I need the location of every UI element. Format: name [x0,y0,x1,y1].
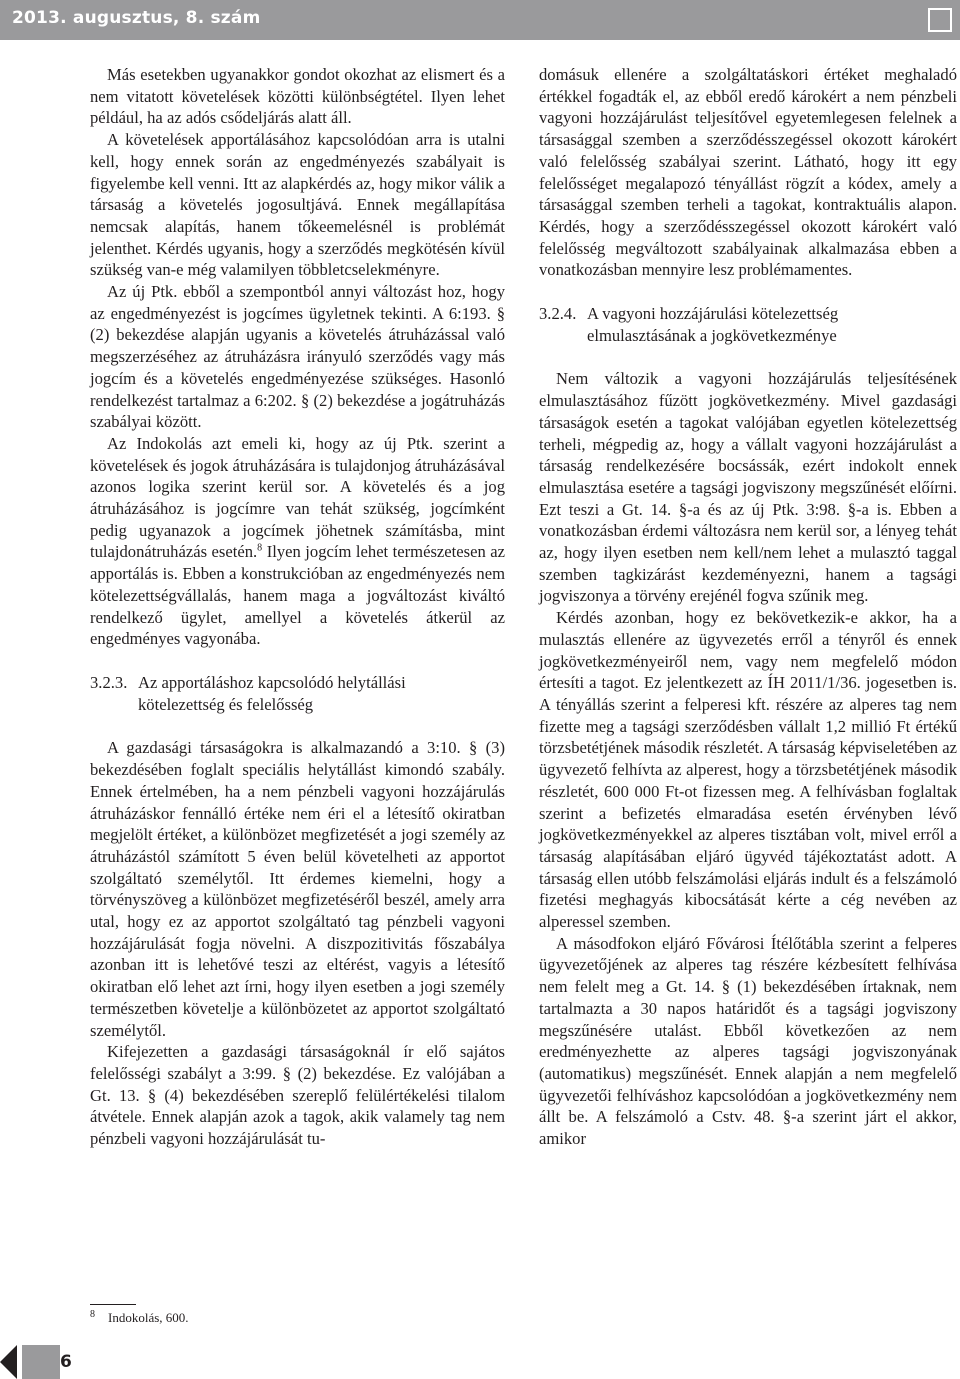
footnote-ref[interactable]: 8 [257,542,263,554]
header-decoration-box [928,8,952,32]
paragraph: Az új Ptk. ebből a szempontból annyi változást hoz, hogy az engedményezést is jogcímes ügyletnek tekinti. A 6:193. § (2) bekezdése alapján ugyanis a követelés átruházással való megszerzéséhez az átruházásra irányuló szerződés vagy más jogcím és a követelés engedményezése szükséges. Hasonló rendelkezést tartalmaz a 6:202. § (2) bekezdése a jogátruházás szabályai között. [90,282,505,432]
page-number: 6 [60,1352,72,1372]
paragraph-text: Ilyen jogcím lehet természetesen az apportálás is. Ebben a konstrukcióban az engedményezés nem kötelezettségvállalás, hanem maga a jogváltozást kiváltó rendelkező ügylet, amellyel a követelés átkerül az engedményes vagyonába. [90,542,505,649]
section-heading-3-2-4 [539,303,957,346]
section-number: 3.2.3. [90,672,128,692]
paragraph-text: Az Indokolás azt emeli ki, hogy az új Ptk. szerint a követelések és jogok átruházására is tulajdonjog átruházásával azonos logika szerint kerül sor. A követelés és a jog átruházásához is jogcímre van tehát szükség, jogcímként pedig ugyanazok a jogcímek jöhetnek számításba, mint tulajdonátruházás esetén. [90,433,505,562]
paragraph: Kifejezetten a gazdasági társaságoknál ír elő sajátos felelősségi szabályt a 3:99. § (2) bekezdése. Ez valójában a Gt. 13. § (4) bekezdésében szereplő felülértékelési tilalom átvétele. Ennek alapján azok a tagok, akik valamely tag nem pénzbeli vagyoni hozzájárulását tu- [90,1042,505,1149]
paragraph: Kérdés azonban, hogy ez bekövetkezik-e akkor, ha a mulasztás ellenére az ügyvezetés erről a tényről és ennek jogkövetkezményeiről nem, vagy nem megfelelő módon értesíti a tagot. Ez jelentkezett az ÍH 2011/1/36. jogesetben is. A tényállás szerint a felperesi kft. részére az alperes tag nem fizette meg a tagsági szerződésben vállalt 1,2 millió Ft értékű törzsbetétjének második részletét. A társaság képviseletében az ügyvezető felhívta az alperest, hogy a törzsbetétjének második részletét, 600 000 Ft-ot fizessen meg. A felhívásban foglaltak szerint a befizetés elmaradása esetén érvényben lévő jogkövetkezményekkel az alperes tisztában volt, mivel erről a társaság alapításában eljáró ügyvéd tájékoztatást adott. A társaság ellen utóbb felszámolási eljárás indult és a felszámoló fizetési meghagyás kibocsátását kérte a cég nevében az alperessel szemben. [539,608,957,932]
footnote-text: Indokolás, 600. [108,1310,189,1325]
paragraph: Nem változik a vagyoni hozzájárulás teljesítésének elmulasztásához fűzött jogkövetkezmény. Mivel gazdasági társaságok esetén a tagokat valójában egyetlen kötelezettség terheli, mégpedig az, hogy a vállalt vagyoni hozzájárulást a társaság rendelkezésére bocsássák, ezért indokolt ennek elmulasztása esetére a tagsági jogviszony megszűnését előírni. Ezt teszi a Gt. 14. §-a és az új Ptk. 3:98. §-a is. Ebben a vonatkozásban érdemi változásra nem kerül sor, a lényeg tehát az, hogy ilyen esetben nem kell/nem lehet a mulasztó taggal szemben tagkizárást kezdeményezni, hanem a tagsági jogviszonya a törvény erejénél fogva szűnik meg. [539,369,957,606]
section-title-line: A vagyoni hozzájárulási kötelezettség [587,304,839,324]
footnote: 8 Indokolás, 600. [90,1308,189,1325]
left-column [90,64,505,1150]
section-heading-3-2-3 [90,672,505,715]
paragraph: A gazdasági társaságokra is alkalmazandó a 3:10. § (3) bekezdésében foglalt speciális helytállást kimondó szabály. Ennek értelmében, ha a nem pénzbeli vagyoni hozzájárulás átruházáskor fennálló értéke nem éri el a létesítő okiratban megjelölt értéket, a különbözet megfizetését a jogi személy az átruházástól számított 5 éven belül követelheti az apportot szolgáltató személytől. Itt érdemes kiemelni, hogy a törvényszöveg a különbözet megfizetéséről beszél, amely arra utal, hogy ez az apportot szolgáltató tag pénzbeli vagyoni hozzájárulását fogja növelni. A diszpozitivitás főszabálya azonban itt is lehetővé teszi az eltérést, vagyis a létesítő okiratban elő lehet azt írni, hogy ilyen esetben a jogi személy természetben követelje a különbözetet az apportot szolgáltató személytől. [90,738,505,1040]
section-title-line: kötelezettség és felelősség [138,694,314,714]
paragraph: A másodfokon eljáró Fővárosi Ítélőtábla szerint a felperes ügyvezetőjének az alperes tag részére kézbesített felhívása nem felelt meg a Gt. 14. § (1) bekezdésében írtaknak, nem tartalmazta a 30 napos határidőt és a tagsági jogviszony megszűnésére utalást. Ebből következően az nem eredményezhette az alperes tagsági jogviszonyának (automatikus) megszűnését. Ennek alapján a nem megfelelő ügyvezetői felhíváshoz kapcsolódóan a jogkövetkezmény nem állt be. A felszámoló a Cstv. 48. §-a szerint járt el akkor, amikor [539,933,957,1149]
footnote-divider [90,1304,136,1305]
section-title-line: Az apportáláshoz kapcsolódó helytállási [138,672,406,692]
paragraph [90,433,505,650]
section-title-line: elmulasztásának a jogkövetkezménye [587,325,837,345]
paragraph: Más esetekben ugyanakkor gondot okozhat az elismert és a nem vitatott követelések közötti különbségtétel. Ilyen lehet például, ha az adós csődeljárás alatt áll. [90,65,505,128]
paragraph: A követelések apportálásához kapcsolódóan arra is utalni kell, hogy ennek során az engedményezés szabályait is figyelembe kell venni. Itt az alapkérdés az, hogy mikor válik a társaság a követelés jogosultjává. Ennek megállapítása nemcsak alapítás, hanem tőkeemelésnél is problémát jelenthet. Kérdés ugyanis, hogy a szerződés megkötésén kívül szükség van-e még valamilyen többletcselekményre. [90,130,505,280]
paragraph: domásuk ellenére a szolgáltatáskori értéket meghaladó értékkel fogadták el, az ebből eredő károkért a nem pénzbeli vagyoni hozzájárulást teljesítővel egyetemlegesen felelnek a társasággal szemben a szerződésszegéssel okozott károkért való felelősség szabályai szerint. Látható, hogy itt egy felelősséget megalapozó tényállást rögzít a kódex, amely a társasággal szemben terheli a tagokat, kontraktuális alapon. Kérdés, hogy a szerződésszegéssel okozott károkért való felelősség megváltozott szabályainak alkalmazása ebben a vonatkozásban mennyire lesz problémamentes. [539,65,957,280]
header-bar [0,0,960,40]
right-column [539,64,957,1150]
issue-title: 2013. augusztus, 8. szám [12,8,261,28]
page-arrow-icon [0,1345,17,1379]
page-number-box [22,1345,60,1379]
section-number: 3.2.4. [539,304,577,324]
